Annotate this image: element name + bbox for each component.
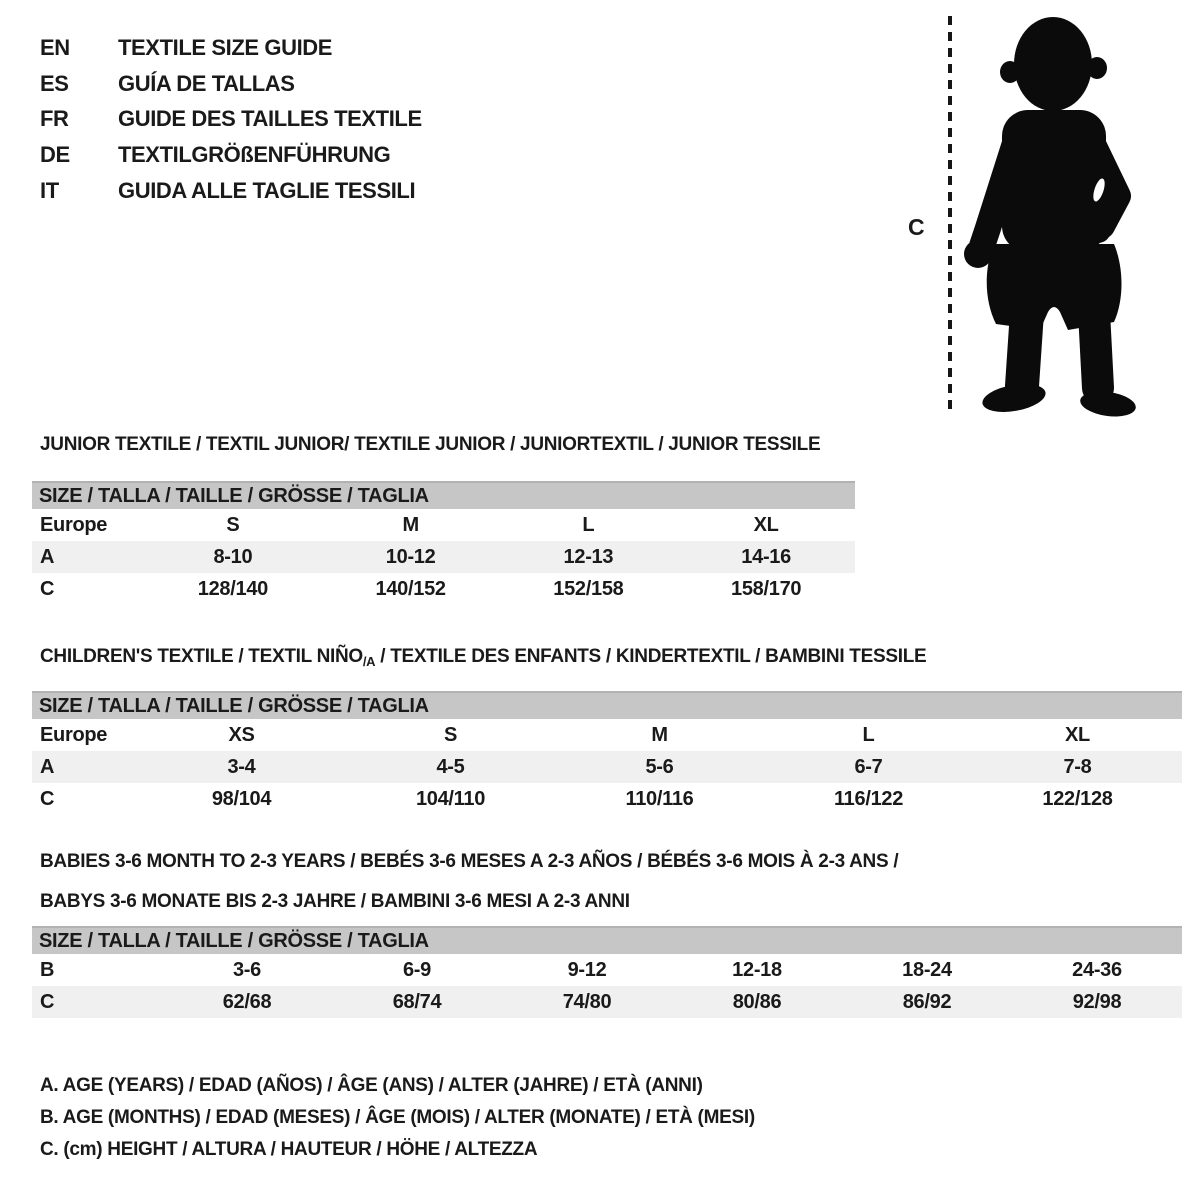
legend-line-c: C. (cm) HEIGHT / ALTURA / HAUTEUR / HÖHE / ALTEZZA xyxy=(40,1139,538,1160)
measurement-legend xyxy=(40,1070,755,1166)
table-row-height xyxy=(32,986,1182,1018)
table-row-height xyxy=(32,573,855,605)
size-cell: 4-5 xyxy=(436,755,465,778)
size-cell: 116/122 xyxy=(833,787,904,810)
size-cell: 68/74 xyxy=(392,990,442,1013)
size-cell: 3-6 xyxy=(232,958,261,981)
junior-section-title: JUNIOR TEXTILE / TEXTIL JUNIOR/ TEXTILE JUNIOR / JUNIORTEXTIL / JUNIOR TESSILE xyxy=(40,434,821,455)
size-cell: 12-18 xyxy=(732,958,782,981)
size-cell: 10-12 xyxy=(385,545,436,568)
babies-title-line1: BABIES 3-6 MONTH TO 2-3 YEARS / BEBÉS 3-6 MESES A 2-3 AÑOS / BÉBÉS 3-6 MOIS À 2-3 ANS / xyxy=(40,851,899,872)
junior-size-table xyxy=(32,481,855,605)
size-cell: 24-36 xyxy=(1072,958,1122,981)
size-cell: 122/128 xyxy=(1042,787,1113,810)
table-row-height xyxy=(32,783,1182,815)
table-row-age xyxy=(32,751,1182,783)
size-cell: 5-6 xyxy=(645,755,674,778)
row-label: A xyxy=(40,755,55,778)
size-cell: XS xyxy=(228,723,255,746)
size-cell: 74/80 xyxy=(562,990,612,1013)
children-section-title xyxy=(40,646,926,669)
children-title-text: CHILDREN'S TEXTILE / TEXTIL NIÑO xyxy=(40,646,363,667)
size-cell: 140/152 xyxy=(375,577,446,600)
size-cell: 7-8 xyxy=(1063,755,1092,778)
babies-title-line2: BABYS 3-6 MONATE BIS 2-3 JAHRE / BAMBINI 3-6 MESI A 2-3 ANNI xyxy=(40,891,630,912)
legend-line-b: B. AGE (MONTHS) / EDAD (MESES) / ÂGE (MOIS) / ALTER (MONATE) / ETÀ (MESI) xyxy=(40,1107,755,1128)
children-title-text: / TEXTILE DES ENFANTS / KINDERTEXTIL / BAMBINI TESSILE xyxy=(375,646,927,667)
language-code: ES xyxy=(40,70,69,96)
babies-section-title xyxy=(40,842,898,922)
row-label: B xyxy=(40,958,55,981)
size-cell: S xyxy=(443,723,458,746)
size-cell: 98/104 xyxy=(211,787,272,810)
size-cell: XL xyxy=(753,513,779,536)
language-code: DE xyxy=(40,142,70,168)
size-cell: 12-13 xyxy=(563,545,614,568)
row-label: C xyxy=(40,990,55,1013)
table-row-europe xyxy=(32,509,855,541)
language-label: GUIDA ALLE TAGLIE TESSILI xyxy=(118,178,416,204)
size-cell: 158/170 xyxy=(731,577,802,600)
size-table-header: SIZE / TALLA / TAILLE / GRÖSSE / TAGLIA xyxy=(32,691,1182,719)
table-row-europe xyxy=(32,719,1182,751)
size-cell: 14-16 xyxy=(741,545,791,568)
size-cell: 86/92 xyxy=(902,990,952,1013)
size-cell: 6-7 xyxy=(854,755,883,778)
table-row-age xyxy=(32,541,855,573)
children-title-subscript: /A xyxy=(362,654,376,669)
size-cell: L xyxy=(862,723,875,746)
size-cell: M xyxy=(651,723,668,746)
row-label: C xyxy=(40,787,55,810)
size-cell: S xyxy=(226,513,240,536)
language-row xyxy=(40,30,422,66)
size-cell: 92/98 xyxy=(1072,990,1122,1013)
size-cell: 110/116 xyxy=(625,787,694,810)
size-cell: 6-9 xyxy=(402,958,431,981)
language-code: EN xyxy=(40,34,70,60)
size-cell: 3-4 xyxy=(227,755,256,778)
language-label: TEXTILE SIZE GUIDE xyxy=(118,34,333,60)
size-table-header: SIZE / TALLA / TAILLE / GRÖSSE / TAGLIA xyxy=(32,926,1182,954)
language-title-list xyxy=(40,30,422,209)
size-cell: L xyxy=(582,513,595,536)
size-cell: M xyxy=(402,513,419,536)
size-cell: 62/68 xyxy=(222,990,272,1013)
row-label: Europe xyxy=(40,513,108,536)
language-row xyxy=(40,102,422,138)
row-label: C xyxy=(40,577,55,600)
size-cell: 9-12 xyxy=(567,958,607,981)
language-row xyxy=(40,173,422,209)
size-cell: 18-24 xyxy=(902,958,952,981)
babies-size-table xyxy=(32,926,1182,1018)
row-label: A xyxy=(40,545,55,568)
language-label: GUÍA DE TALLAS xyxy=(118,70,295,96)
size-cell: XL xyxy=(1065,723,1090,746)
size-table-header: SIZE / TALLA / TAILLE / GRÖSSE / TAGLIA xyxy=(32,481,855,509)
language-label: TEXTILGRÖßENFÜHRUNG xyxy=(118,142,391,168)
language-row xyxy=(40,66,422,102)
size-cell: 8-10 xyxy=(213,545,253,568)
size-cell: 104/110 xyxy=(415,787,486,810)
height-measure-label: C xyxy=(908,214,925,240)
table-row-months xyxy=(32,954,1182,986)
row-label: Europe xyxy=(40,723,108,746)
children-size-table xyxy=(32,691,1182,815)
size-cell: 152/158 xyxy=(553,577,624,600)
language-label: GUIDE DES TAILLES TEXTILE xyxy=(118,106,422,132)
language-code: FR xyxy=(40,106,69,132)
language-code: IT xyxy=(40,178,59,204)
language-row xyxy=(40,137,422,173)
size-cell: 128/140 xyxy=(197,577,268,600)
height-measure-line xyxy=(948,16,952,416)
size-cell: 80/86 xyxy=(732,990,782,1013)
toddler-silhouette-icon xyxy=(956,14,1148,418)
legend-line-a: A. AGE (YEARS) / EDAD (AÑOS) / ÂGE (ANS) / ALTER (JAHRE) / ETÀ (ANNI) xyxy=(40,1075,703,1096)
